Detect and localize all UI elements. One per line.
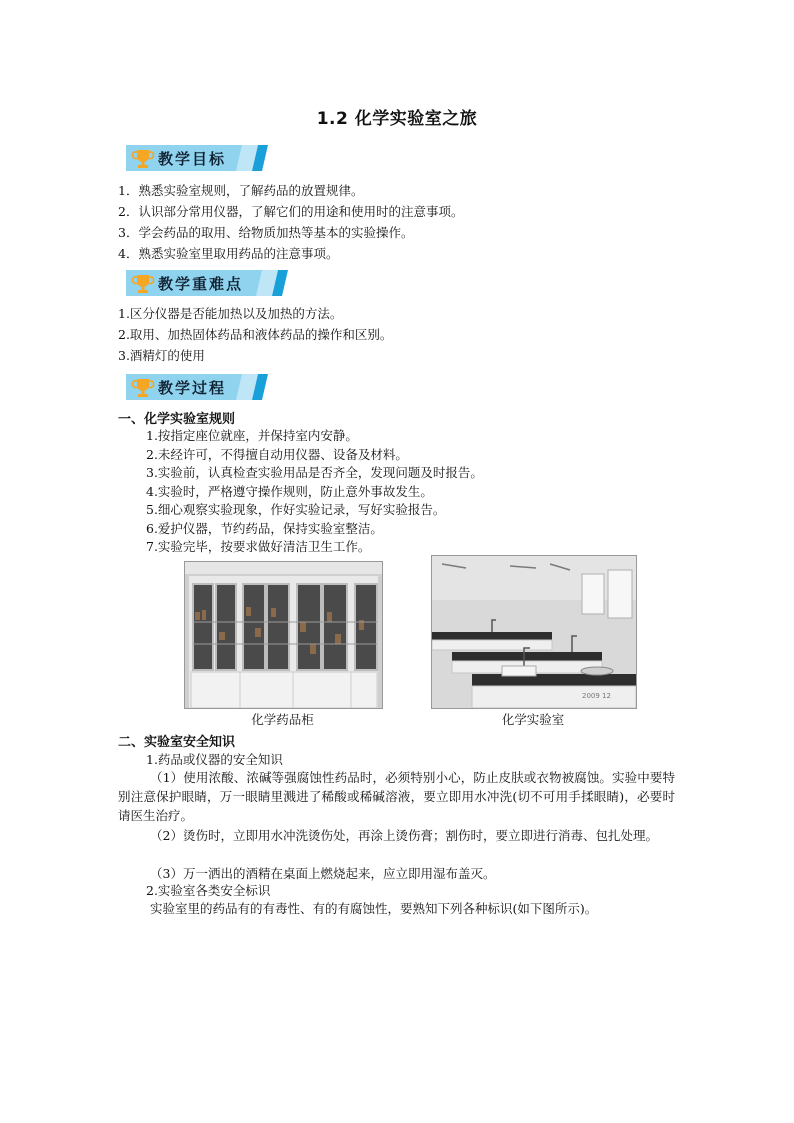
section-heading-rules: 一、化学实验室规则 xyxy=(118,412,236,427)
subheading-safety-knowledge: 1.药品或仪器的安全知识 xyxy=(146,752,283,767)
paragraph: （2）烫伤时，立即用水冲洗烫伤处，再涂上烫伤膏；割伤时，要立即进行消毒、包扎处理。 xyxy=(150,828,658,843)
list-item: 2．认识部分常用仪器，了解它们的用途和使用时的注意事项。 xyxy=(118,204,464,219)
objectives-list xyxy=(118,180,688,264)
list-item: 1．熟悉实验室规则，了解药品的放置规律。 xyxy=(118,183,364,198)
subheading-safety-signs: 2.实验室各类安全标识 xyxy=(146,883,271,898)
list-item: 2.取用、加热固体药品和液体药品的操作和区别。 xyxy=(118,327,393,342)
laboratory-photo xyxy=(431,555,637,709)
paragraph: 实验室里的药品有的有毒性、有的有腐蚀性，要熟知下列各种标识(如下图所示)。 xyxy=(150,901,598,916)
banner-label: 教学目标 xyxy=(158,150,227,168)
banner-label: 教学过程 xyxy=(158,379,227,397)
list-item: 4．熟悉实验室里取用药品的注意事项。 xyxy=(118,246,339,261)
section-banner-process xyxy=(122,372,272,402)
list-item: 1.按指定座位就座，并保持室内安静。 xyxy=(146,428,358,443)
banner-label: 教学重难点 xyxy=(158,275,244,293)
section-banner-key-points xyxy=(122,268,292,298)
trophy-icon xyxy=(130,146,156,172)
list-item: 6.爱护仪器，节约药品，保持实验室整洁。 xyxy=(146,520,383,536)
list-item: 3.实验前，认真检查实验用品是否齐全，发现问题及时报告。 xyxy=(146,465,483,480)
list-item: 4.实验时，严格遵守操作规则，防止意外事故发生。 xyxy=(146,483,433,499)
list-item: 3.酒精灯的使用 xyxy=(118,348,205,363)
section-heading-safety: 二、实验室安全知识 xyxy=(118,735,236,750)
page-title: 1.2 化学实验室之旅 xyxy=(316,109,478,129)
list-item: 5.细心观察实验现象，作好实验记录，写好实验报告。 xyxy=(146,502,446,517)
list-item: 1.区分仪器是否能加热以及加热的方法。 xyxy=(118,306,343,321)
section-banner-objectives xyxy=(122,143,272,173)
photo-caption: 化学实验室 xyxy=(501,712,565,727)
photo-caption: 化学药品柜 xyxy=(251,712,314,727)
key-points-list xyxy=(118,303,688,366)
paragraph: （1）使用浓酸、浓碱等强腐蚀性药品时，必须特别小心，防止皮肤或衣物被腐蚀。实验中要特别注意保护眼睛，万一眼睛里溅进了稀酸或稀碱溶液，要立即用水冲洗(切不可用手揉眼睛)，必要时请医生治疗。 xyxy=(118,770,675,823)
photo-date-stamp: 2009 12 xyxy=(582,692,611,700)
list-item: 3．学会药品的取用、给物质加热等基本的实验操作。 xyxy=(118,225,414,240)
paragraph: （3）万一洒出的酒精在桌面上燃烧起来，应立即用湿布盖灭。 xyxy=(150,866,496,881)
chemical-cabinet-photo xyxy=(184,561,383,709)
list-item: 7.实验完毕，按要求做好清洁卫生工作。 xyxy=(146,539,371,554)
rules-list xyxy=(146,427,483,557)
list-item: 2.未经许可，不得擅自动用仪器、设备及材料。 xyxy=(146,446,408,462)
trophy-icon xyxy=(130,271,156,297)
trophy-icon xyxy=(130,375,156,401)
